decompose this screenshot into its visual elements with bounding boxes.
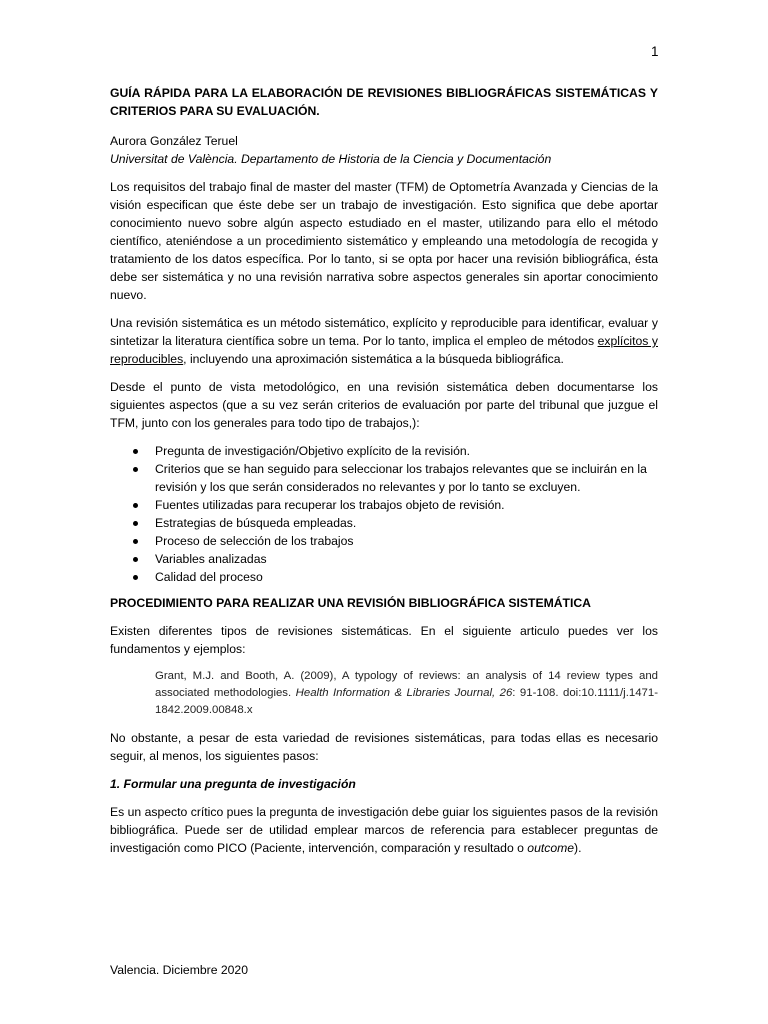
- reference-citation: [155, 668, 658, 719]
- types-paragraph: Existen diferentes tipos de revisiones sistemáticas. En el siguiente articulo puedes ver los fundamentos y ejemplos:: [110, 624, 658, 656]
- criteria-list: [110, 442, 658, 586]
- list-item: Pregunta de investigación/Objetivo explícito de la revisión.: [155, 442, 658, 460]
- list-item: Estrategias de búsqueda empleadas.: [155, 514, 658, 532]
- step1-text-after: ).: [574, 841, 582, 855]
- reference-journal: Health Information & Libraries Journal, 26: [295, 687, 513, 699]
- list-item: Calidad del proceso: [155, 568, 658, 586]
- step1-heading: 1. Formular una pregunta de investigación: [110, 777, 356, 791]
- reference-authors: Grant, M.J. and Booth, A. (2009), A typology of reviews: an analysis of 14 review types and associated methodologies.: [155, 670, 658, 699]
- page-footer: Valencia. Diciembre 2020: [110, 963, 248, 977]
- list-item: Proceso de selección de los trabajos: [155, 532, 658, 550]
- definition-text-before: Una revisión sistemática es un método sistemático, explícito y reproducible para identificar, evaluar y sintetizar la literatura científica sobre un tema. Por lo tanto, implica el empleo de métodos: [110, 316, 658, 348]
- author-affiliation: Universitat de València. Departamento de Historia de la Ciencia y Documentación: [110, 152, 552, 166]
- step1-paragraph: [110, 803, 658, 857]
- step1-italic-term: outcome: [527, 841, 575, 855]
- step1-text-before: Es un aspecto crítico pues la pregunta de investigación debe guiar los siguientes pasos de la revisión bibliográfica. Puede ser de utilidad emplear marcos de referencia para establecer preguntas de investigación como PICO (Paciente, intervención, comparación y resultado o: [110, 805, 658, 855]
- definition-paragraph: [110, 314, 658, 368]
- document-title: GUÍA RÁPIDA PARA LA ELABORACIÓN DE REVISIONES BIBLIOGRÁFICAS SISTEMÁTICAS Y CRITERIOS PARA SU EVALUACIÓN.: [110, 86, 658, 118]
- definition-text-after: , incluyendo una aproximación sistemática a la búsqueda bibliográfica.: [183, 352, 564, 366]
- procedure-heading: PROCEDIMIENTO PARA REALIZAR UNA REVISIÓN BIBLIOGRÁFICA SISTEMÁTICA: [110, 596, 591, 610]
- criteria-intro-paragraph: Desde el punto de vista metodológico, en una revisión sistemática deben documentarse los siguientes aspectos (que a su vez serán criterios de evaluación por parte del tribunal que juzgue el TFM, junto con los generales para todo tipo de trabajos,):: [110, 380, 658, 430]
- list-item: Variables analizadas: [155, 550, 658, 568]
- page-number: 1: [651, 44, 659, 59]
- reference-details: : 91-108. doi:10.1111/j.1471-1842.2009.00848.x: [155, 687, 658, 716]
- intro-paragraph: Los requisitos del trabajo final de master del master (TFM) de Optometría Avanzada y Ciencias de la visión especifican que éste debe ser un trabajo de investigación. Esto significa que debe aportar conocimiento nuevo sobre algún aspecto estudiado en el master, utilizando para ello el método científico, ateniéndose a un procedimiento sistemático y empleando una metodología de recogida y tratamiento de los datos específica. Por lo tanto, si se opta por hacer una revisión bibliográfica, ésta debe ser sistemática y no una revisión narrativa sobre aspectos generales sin aportar conocimiento nuevo.: [110, 180, 658, 302]
- steps-intro-paragraph: No obstante, a pesar de esta variedad de revisiones sistemáticas, para todas ellas es necesario seguir, al menos, los siguientes pasos:: [110, 731, 658, 763]
- author-name: Aurora González Teruel: [110, 134, 238, 148]
- list-item: Fuentes utilizadas para recuperar los trabajos objeto de revisión.: [155, 496, 658, 514]
- definition-underlined-text: explícitos y reproducibles: [110, 334, 658, 366]
- list-item: Criterios que se han seguido para seleccionar los trabajos relevantes que se incluirán en la revisión y los que serán considerados no relevantes y por lo tanto se excluyen.: [155, 460, 658, 496]
- document-body: [110, 84, 658, 857]
